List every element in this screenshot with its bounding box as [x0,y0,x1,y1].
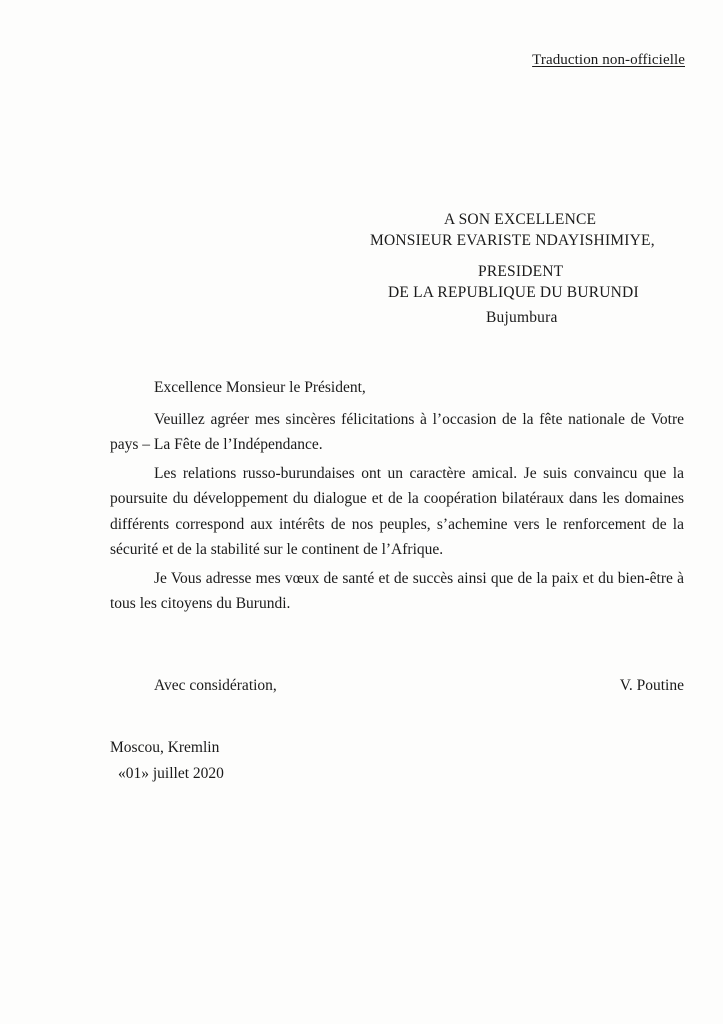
paragraph-wishes: Je Vous adresse mes vœux de santé et de succès ainsi que de la paix et du bien-être à tous les citoyens du Burundi. [110,569,684,612]
paragraph-congratulations: Veuillez agréer mes sincères félicitations à l’occasion de la fête nationale de Votre pays – La Fête de l’Indépendance. [110,410,684,453]
translation-note: Traduction non-officielle [532,52,685,68]
addressee-block [340,209,720,328]
letter-body [110,375,684,620]
addressee-country: DE LA REPUBLIQUE DU BURUNDI [388,284,639,301]
place: Moscou, Kremlin [110,739,220,756]
place-date-block [110,735,224,787]
paragraph-relations: Les relations russo-burundaises ont un caractère amical. Je suis convaincu que la poursuite du développement du dialogue et de la coopération bilatéraux dans les domaines différents correspond aux intérêts de nos peuples, s’achemine vers le renforcement de la sécurité et de la stabilité sur le continent de l’Afrique. [110,464,684,558]
closing-formula: Avec considération, [154,677,277,694]
addressee-city: Bujumbura [486,309,558,326]
addressee-office: PRESIDENT [478,263,564,280]
addressee-title: A SON EXCELLENCE [444,211,597,228]
signature-name: V. Poutine [619,677,684,694]
addressee-name: MONSIEUR EVARISTE NDAYISHIMIYE, [370,232,655,249]
date: «01» juillet 2020 [118,765,224,782]
salutation: Excellence Monsieur le Président, [154,379,366,396]
